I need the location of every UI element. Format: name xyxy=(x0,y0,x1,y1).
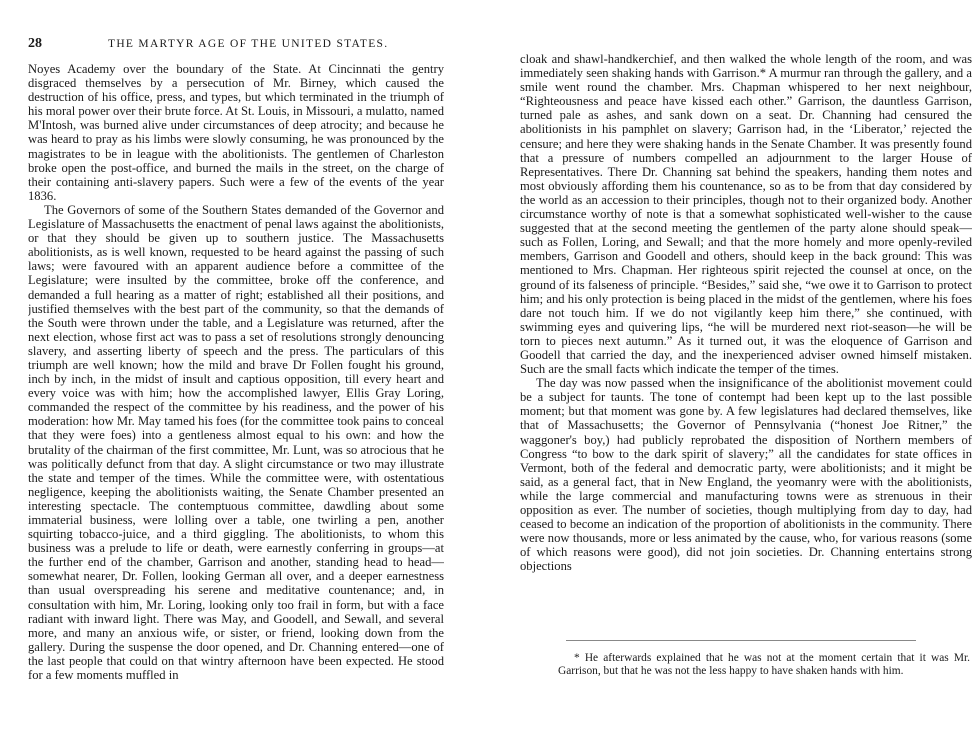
paragraph: The day was now passed when the insignificance of the abolitionist movement could be a subject for taunts. The tone of contempt had been kept up to the last possible moment; but that moment was gone by. A few legislatures had declared themselves, like that of Massachusetts; the Governor of Pennsylvania (“honest Joe Ritner,” the waggoner's boy,) had publicly reprobated the disposition of Northern members of Congress “to bow to the dark spirit of slavery;” all the candidates for state offices in Vermont, both of the federal and democratic party, were abolitionists; and it might be said, as a general fact, that in New England, the yeomanry were with the abolitionists, while the large commercial and manufacturing towns were as strenuous in their opposition as ever. The number of societies, though multiplying from day to day, had ceased to become an indication of the proportion of abolitionists in the community. There were now thousands, more or less animated by the cause, who, for various reasons (some of which reasons were good), did not join societies. Dr. Channing entertains strong objections xyxy=(520,376,972,574)
left-column xyxy=(28,62,444,686)
footnote xyxy=(558,652,970,678)
paragraph: The Governors of some of the Southern States demanded of the Governor and Legislature of Massachusetts the enactment of penal laws against the abolitionists, or that they should be given up to southern justice. The Massachusetts abolitionists, as is well known, requested to be heard against the passing of such laws; were favoured with an apparent audience before a committee of the Legislature; were insulted by the committee, broke off the conference, and demanded a full hearing as a matter of right; established all their positions, and justified themselves with the best part of the community, so that the demands of the South were thrown under the table, and a Legislature was returned, after the next election, whose first act was to pass a set of resolutions strongly denouncing slavery, and asserting liberty of speech and the press. The particulars of this triumph are well known; how the mild and brave Dr Follen fought his ground, inch by inch, in the midst of insult and captious opposition, till every heart and every voice was with him; how the accomplished lawyer, Ellis Gray Loring, commanded the respect of the committee by his readiness, and the power of his moderation: how Mr. May tamed his foes (for the committee took pains to conceal that they were foes) into a gentleness almost equal to his own: and how the brutality of the chairman of the first committee, Mr. Lunt, was so atrocious that he was politically defunct from that day. A slight circumstance or two may illustrate the state and temper of the times. While the committee were, with ostentatious negligence, keeping the abolitionists waiting, the Senate Chamber presented an interesting spectacle. The contemptuous committee, dawdling about some immaterial business, were lolling over a table, one twirling a pen, another squirting tobacco-juice, and a third giggling. The abolitionists, to whom this business was a prelude to life or death, were earnestly conferring in groups—at the further end of the chamber, Garrison and another, standing head to head—somewhat nearer, Dr. Follen, looking German all over, and a deeper earnestness than usual overspreading his serene and meditative countenance; and, in consultation with him, Mr. Loring, looking only too frail in form, but with a face radiant with inward light. There was May, and Goodell, and Sewall, and several more, and many an anxious wife, or sister, or friend, looking down from the gallery. During the suspense the door opened, and Dr. Channing entered—one of the last people that could on that wintry afternoon have been expected. He stood for a few moments muffled in xyxy=(28,202,444,683)
paragraph: cloak and shawl-handkerchief, and then walked the whole length of the room, and was immediately seen shaking hands with Garrison.* A murmur ran through the gallery, and a smile went round the chamber. Mrs. Chapman whispered to her next neighbour, “Righteousness and peace have kissed each other.” Garrison, the dauntless Garrison, turned pale as ashes, and sank down on a seat. Dr. Channing had censured the abolitionists in his pamphlet on slavery; Garrison had, in the ‘Liberator,’ rejected the censure; and here they were shaking hands in the Senate Chamber. It was presently found that a pressure of numbers compelled an adjournment to the larger House of Representatives. There Dr. Channing sat behind the speakers, handing them notes and most obviously affording them his countenance, so as to be from that day considered by the world as an accession to their principles, though not to their organized body. Another circumstance worthy of note is that a somewhat sophisticated well-wisher to the cause suggested that at the second meeting the gentlemen of the party alone should speak—such as Follen, Loring, and Sewall; and that the more homely and more openly-reviled members, Garrison and Goodell and others, should keep in the back ground: This was mentioned to Mrs. Chapman. Her righteous spirit rejected the counsel at once, on the ground of its falseness of principle. “Besides,” said she, “we owe it to Garrison to protect him; and his only protection is being placed in the midst of the gentlemen, where his foes dare not touch him. If we do not vigilantly keep him there,” she continued, with swimming eyes and quivering lips, “he will be murdered next riot-season—he will be torn to pieces next autumn.” As it turned out, it was the eloquence of Garrison and Goodell that carried the day, and the inexperienced adviser owned himself mistaken. Such are the small facts which indicate the temper of the times. xyxy=(520,52,972,377)
page-number: 28 xyxy=(28,36,42,51)
paragraph: Noyes Academy over the boundary of the State. At Cincinnati the gentry disgraced themselves by a persecution of Mr. Birney, which caused the destruction of his office, press, and types, but which terminated in the triumph of his moral power over their brute force. At St. Louis, in Missouri, a mulatto, named M'Intosh, was burned alive under circumstances of deep atrocity; and because he was heard to pray as his limbs were slowly consuming, he was pronounced by the magistrates to be in league with the abolitionists. The gentlemen of Charleston broke open the post-office, and burned the mails in the street, on the charge of their containing anti-slavery papers. Such were a few of the events of the year 1836. xyxy=(28,62,444,203)
running-head: THE MARTYR AGE OF THE UNITED STATES. xyxy=(108,38,389,50)
footnote-rule xyxy=(566,640,916,641)
footnote-text: * He afterwards explained that he was not at the moment certain that it was Mr. Garrison, but that he was not the less happy to have shaken hands with him. xyxy=(558,652,970,677)
right-column xyxy=(520,52,972,627)
